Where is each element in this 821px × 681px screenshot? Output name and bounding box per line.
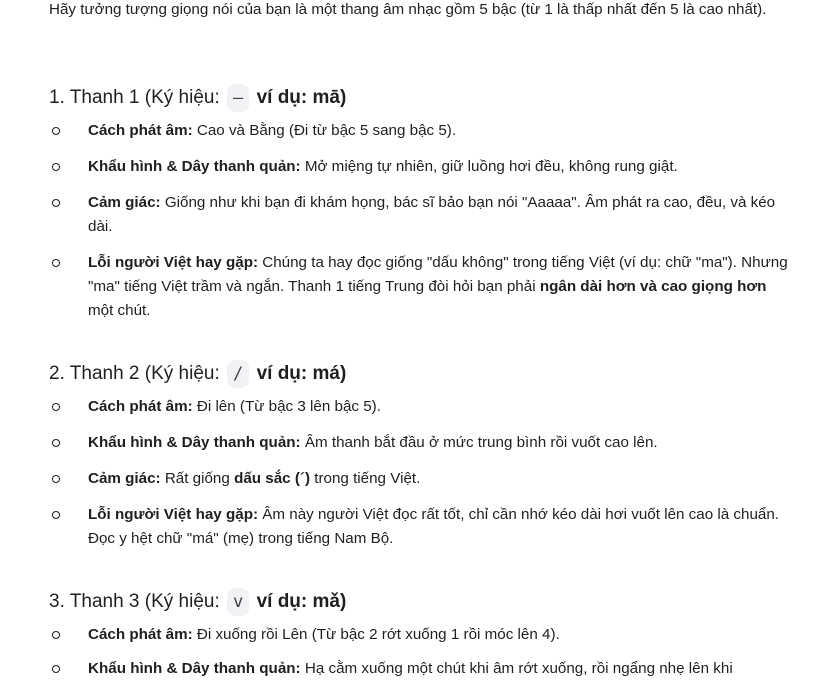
- section-2-example: ví dụ: má): [256, 363, 347, 384]
- bullet-icon: [52, 199, 60, 207]
- item-text: Âm này người Việt đọc rất tốt, chỉ cần nhớ kéo dài hơi vuốt lên cao là chuẩn. Đọc y hệt chữ "má" (mẹ) trong tiếng Nam Bộ.: [88, 506, 780, 547]
- bullet-icon: [52, 127, 60, 135]
- item-label: Lỗi người Việt hay gặp:: [88, 506, 259, 523]
- item-emphasis: dấu sắc (´): [234, 470, 311, 487]
- bullet-icon: [52, 475, 60, 483]
- item-text: Chúng ta hay đọc giống "dấu không" trong tiếng Việt (ví dụ: chữ "ma"). Nhưng "ma" tiếng Việt trầm và ngắn. Thanh 1 tiếng Trung đòi hỏi bạn phải: [88, 254, 788, 295]
- section-3-heading-prefix: 3. Thanh 3 (Ký hiệu:: [49, 591, 226, 612]
- item-label: Cách phát âm:: [88, 626, 193, 643]
- item-label: Cảm giác:: [88, 194, 161, 211]
- item-text: Giống như khi bạn đi khám họng, bác sĩ bảo bạn nói "Aaaaa". Âm phát ra cao, đều, và kéo dài.: [88, 194, 776, 235]
- section-1-heading: [49, 84, 346, 112]
- item-text: trong tiếng Việt.: [310, 470, 421, 487]
- item-emphasis: ngân dài hơn và cao giọng hơn: [539, 278, 767, 295]
- item-text: Đi xuống rồi Lên (Từ bậc 2 rớt xuống 1 rồi móc lên 4).: [192, 626, 560, 643]
- bullet-icon: [52, 665, 60, 673]
- bullet-icon: [52, 259, 60, 267]
- section-2-heading-prefix: 2. Thanh 2 (Ký hiệu:: [49, 363, 226, 384]
- bullet-icon: [52, 163, 60, 171]
- section-3-example: ví dụ: mǎ): [256, 591, 347, 612]
- item-label: Khẩu hình & Dây thanh quản:: [88, 158, 301, 175]
- item-text: Hạ cằm xuống một chút khi âm rớt xuống, rồi ngẩng nhẹ lên khi: [300, 660, 733, 677]
- item-label: Cảm giác:: [88, 470, 161, 487]
- item-text: Đi lên (Từ bậc 3 lên bậc 5).: [192, 398, 381, 415]
- tone-symbol-3: v: [227, 588, 249, 616]
- bullet-icon: [52, 631, 60, 639]
- tone-symbol-2: /: [227, 360, 249, 388]
- intro-paragraph: Hãy tưởng tượng giọng nói của bạn là một thang âm nhạc gồm 5 bậc (từ 1 là thấp nhất đến 5 là cao nhất).: [49, 1, 767, 18]
- bullet-icon: [52, 439, 60, 447]
- item-label: Khẩu hình & Dây thanh quản:: [88, 660, 301, 677]
- item-text: Âm thanh bắt đầu ở mức trung bình rồi vuốt cao lên.: [300, 434, 658, 451]
- bullet-icon: [52, 403, 60, 411]
- item-label: Cách phát âm:: [88, 122, 193, 139]
- item-label: Khẩu hình & Dây thanh quản:: [88, 434, 301, 451]
- item-text: Mở miệng tự nhiên, giữ luồng hơi đều, không rung giật.: [300, 158, 678, 175]
- item-text: Rất giống: [160, 470, 235, 487]
- item-label: Cách phát âm:: [88, 398, 193, 415]
- tone-symbol-1: –: [227, 84, 249, 112]
- section-2-heading: [49, 360, 346, 388]
- section-1-heading-prefix: 1. Thanh 1 (Ký hiệu:: [49, 87, 226, 108]
- item-text: một chút.: [88, 302, 151, 319]
- bullet-icon: [52, 511, 60, 519]
- item-text: Cao và Bằng (Đi từ bậc 5 sang bậc 5).: [192, 122, 457, 139]
- section-3-heading: [49, 588, 346, 616]
- section-1-example: ví dụ: mā): [256, 87, 347, 108]
- item-label: Lỗi người Việt hay gặp:: [88, 254, 259, 271]
